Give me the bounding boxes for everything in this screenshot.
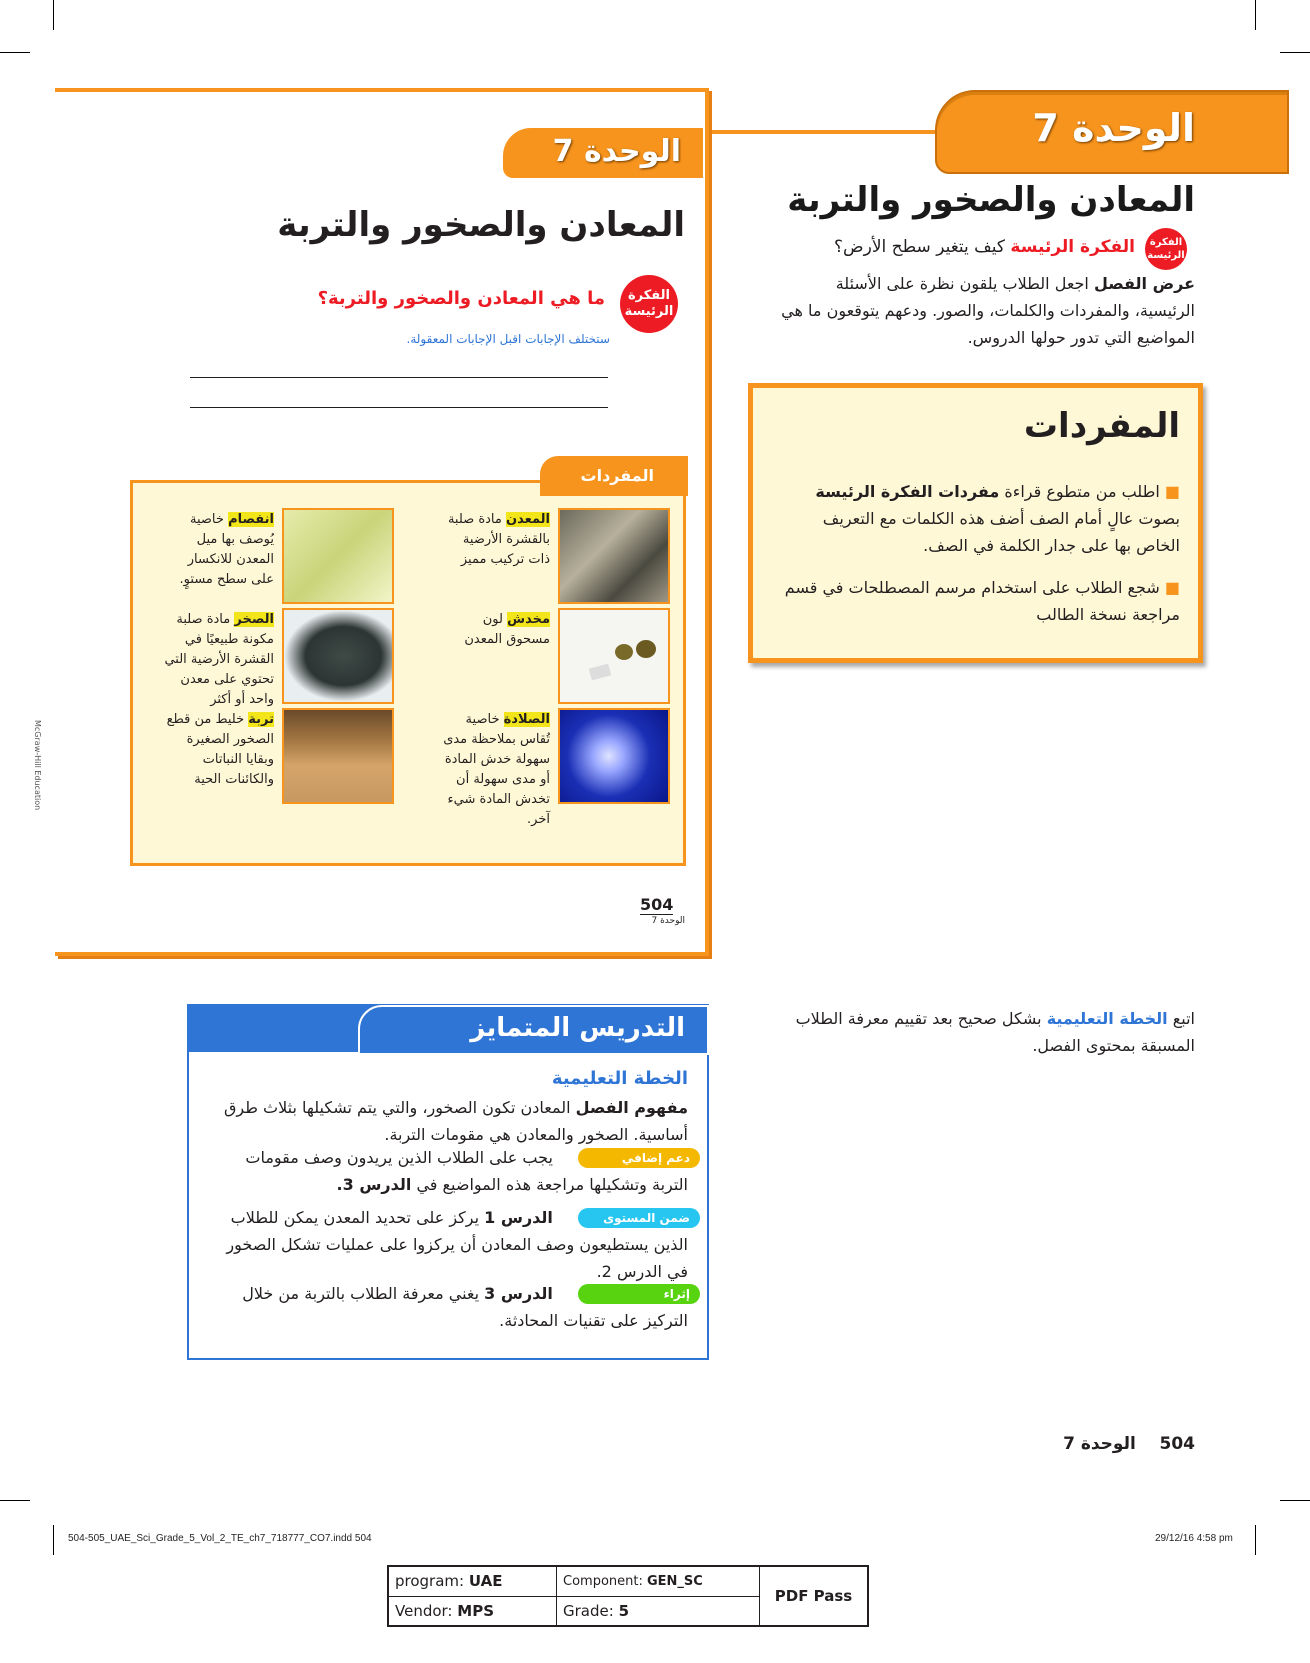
vocabulary-title: المفردات	[1023, 406, 1180, 446]
crop-mark	[53, 1525, 54, 1555]
big-idea-line	[715, 237, 1135, 257]
soil-image	[282, 708, 394, 804]
streak-image	[558, 608, 670, 704]
intro-paragraph	[775, 270, 1195, 351]
left-unit-banner: الوحدة 7	[503, 128, 703, 178]
intro-text: اجعل الطلاب يلقون نظرة على الأسئلة الرئيسية، والمفردات والكلمات، والصور. ودعهم يتوقعون ما هي المواضيع التي تدور حولها الدروس.	[781, 274, 1195, 347]
crop-mark	[0, 1500, 30, 1501]
intro-bold: عرض الفصل	[1093, 274, 1195, 293]
vocab-term: المعدن مادة صلبة بالقشرة الأرضية ذات تركيب مميز	[447, 512, 550, 567]
pdf-pass: PDF Pass	[760, 1566, 869, 1626]
left-question: ما هي المعادن والصخور والتربة؟	[317, 288, 605, 309]
di-subtitle: الخطة التعليمية	[551, 1068, 688, 1089]
file-name: 504-505_UAE_Sci_Grade_5_Vol_2_TE_ch7_718777_CO7.indd 504	[68, 1533, 372, 1544]
bullet-icon: ■	[1164, 578, 1180, 597]
bullet-icon: ■	[1164, 482, 1180, 501]
left-vocab-tab: المفردات	[540, 456, 688, 496]
big-idea-badge: الفكرة الرئيسة	[1145, 228, 1187, 270]
big-idea-question: كيف يتغير سطح الأرض؟	[834, 237, 1006, 257]
left-title: المعادن والصخور والتربة	[277, 205, 685, 245]
lesson-plan-link[interactable]: الخطة التعليمية	[1046, 1009, 1168, 1028]
vocab-bullet-1: ■ اطلب من متطوع قراءة مفردات الفكرة الرئيسة بصوت عالٍ أمام الصف أضف هذه الكلمات مع التعريف الخاص بها على جدار الكلمة في الصف.	[815, 482, 1180, 555]
pill-extra-support: دعم إضافي	[578, 1148, 700, 1168]
crop-mark	[1255, 0, 1256, 30]
di-item-3: الدرس 3 يغني معرفة الطلاب بالتربة من خلال التركيز على تقنيات المحادثة.	[242, 1284, 688, 1330]
vocab-term: الصلادة خاصية تُقاس بملاحظة مدى سهولة خدش المادة أو مدى سهولة أن تخدش المادة شيء آخر.	[443, 712, 550, 827]
crop-mark	[0, 52, 30, 53]
unit-banner	[935, 90, 1289, 174]
di-concept: مفهوم الفصل المعادن تكون الصخور، والتي يتم تشكيلها بثلاث طرق أساسية. الصخور والمعادن هي مقومات التربة.	[223, 1098, 688, 1144]
vocab-term: انفصام خاصية يُوصف بها ميل المعدن للانكسار على سطح مستوٍ.	[179, 512, 274, 587]
crop-mark	[1280, 1500, 1310, 1501]
mineral-image	[558, 508, 670, 604]
answer-line	[190, 407, 608, 408]
hardness-image	[558, 708, 670, 804]
di-item-1: يجب على الطلاب الذين يريدون وصف مقومات التربة وتشكيلها مراجعة هذه المواضيع في الدرس 3.	[245, 1148, 688, 1194]
rock-image	[282, 608, 394, 704]
big-idea-label: الفكرة الرئيسة	[1010, 237, 1135, 257]
chapter-title: المعادن والصخور والتربة	[787, 180, 1195, 220]
crop-mark	[53, 0, 54, 30]
connector-line	[705, 130, 945, 134]
differentiated-tab: التدريس المتمايز	[358, 1005, 709, 1055]
left-page-unit: الوحدة 7	[651, 916, 685, 926]
cleavage-image	[282, 508, 394, 604]
unit-banner-label: الوحدة 7	[1032, 106, 1195, 150]
left-big-idea-badge: الفكرة الرئيسة	[620, 275, 678, 333]
left-hint: ستختلف الإجابات اقبل الإجابات المعقولة.	[406, 332, 610, 346]
page-footer: 504 الوحدة 7	[1063, 1434, 1195, 1454]
publisher-credit: McGraw-Hill Education	[33, 720, 42, 811]
crop-mark	[1255, 1525, 1256, 1555]
pill-on-level: ضمن المستوى	[578, 1208, 700, 1228]
followup-paragraph: اتبع الخطة التعليمية بشكل صحيح بعد تقييم معرفة الطلاب المسبقة بمحتوى الفصل.	[795, 1009, 1195, 1055]
metadata-table: program: UAE Component: GEN_SC PDF Pass Vendor: MPS Grade: 5	[387, 1565, 869, 1627]
crop-mark	[1280, 52, 1310, 53]
left-page-number: 504	[640, 895, 674, 914]
vocab-term: تربة خليط من قطع الصخور الصغيرة وبقايا النباتات والكائنات الحية	[166, 712, 274, 787]
vocab-bullet-2: ■ شجع الطلاب على استخدام مرسم المصطلحات في قسم مراجعة نسخة الطالب	[784, 578, 1180, 624]
pill-enrichment: إثراء	[578, 1284, 700, 1304]
file-date: 29/12/16 4:58 pm	[1155, 1533, 1233, 1544]
vocab-term: مخدش لون مسحوق المعدن	[464, 612, 550, 647]
answer-line	[190, 377, 608, 378]
di-item-2: الدرس 1 يركز على تحديد المعدن يمكن للطلاب الذين يستطيعون وصف المعادن أن يركزوا على عمليات تشكل الصخور في الدرس 2.	[226, 1208, 688, 1281]
vocabulary-box	[748, 383, 1203, 663]
vocab-term: الصخر مادة صلبة مكونة طبيعيًا في القشرة الأرضية التي تحتوي على معدن واحد أو أكثر	[164, 612, 274, 707]
